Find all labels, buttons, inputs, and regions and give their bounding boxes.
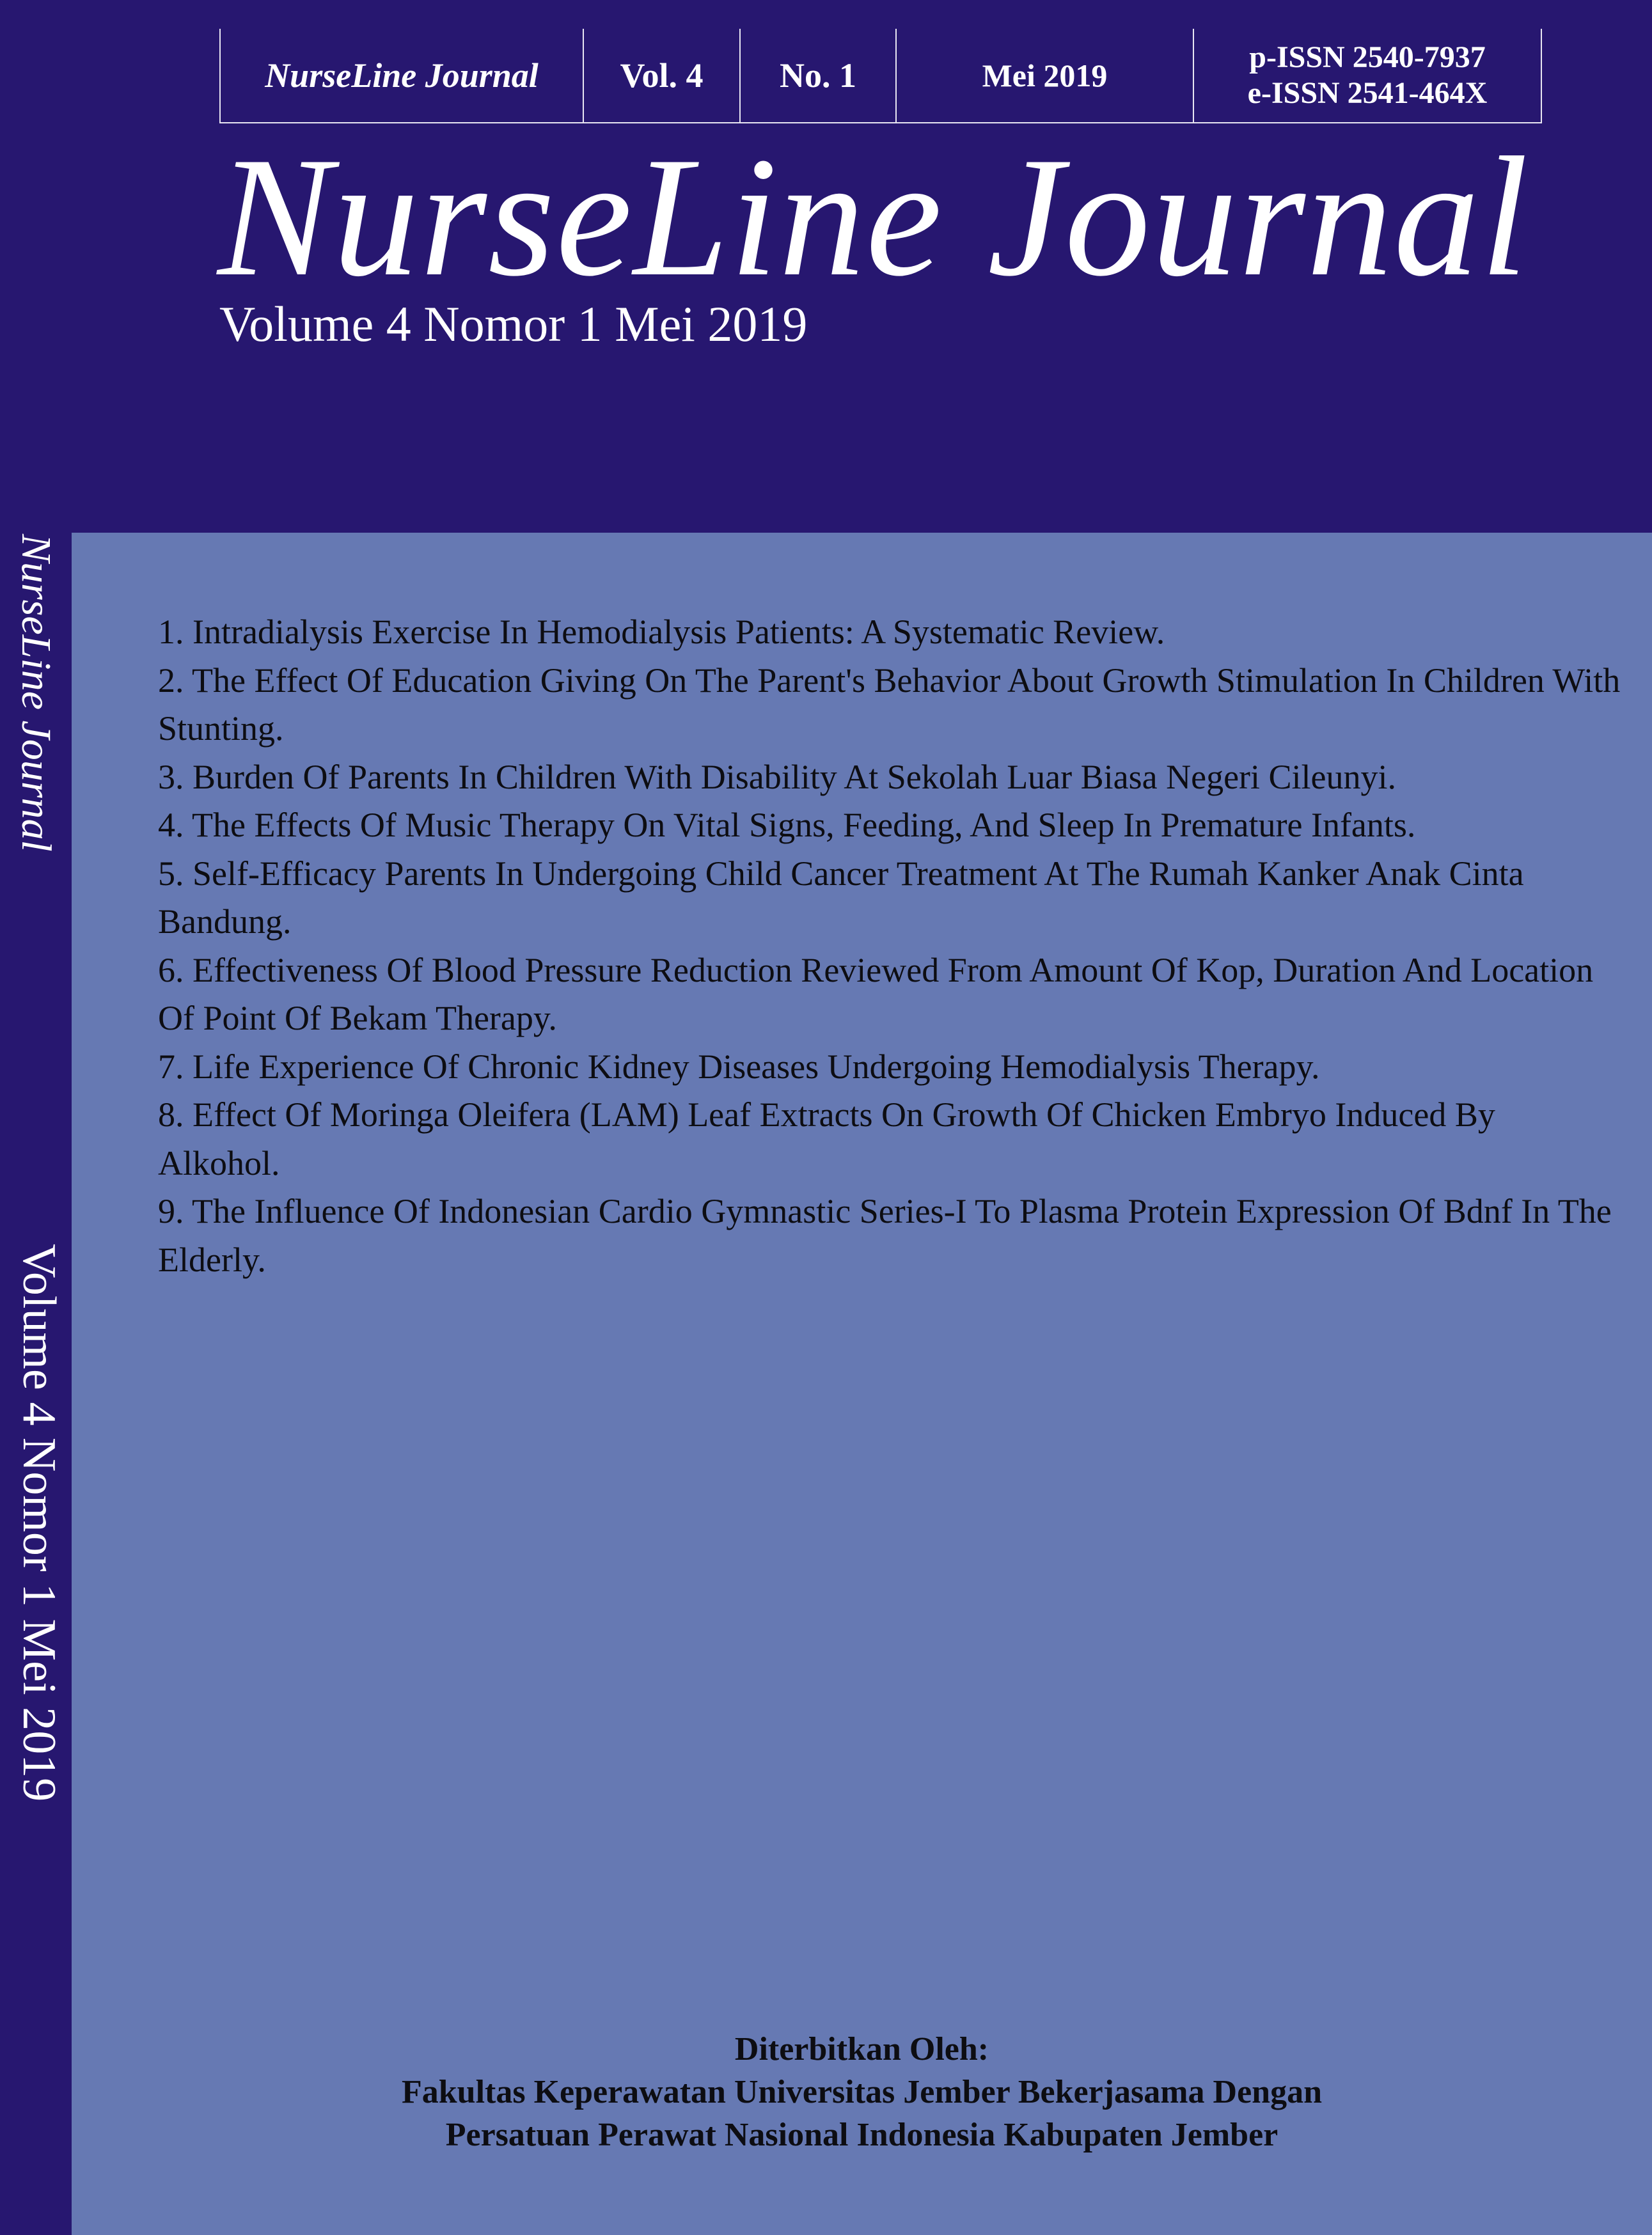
content-panel [72,533,1652,2235]
publisher-line-2: Persatuan Perawat Nasional Indonesia Kabupaten Jember [445,2117,1278,2153]
header-issn [1194,29,1541,122]
spine-volume: Volume 4 Nomor 1 Mei 2019 [13,1244,65,1802]
header-volume: Vol. 4 [584,29,741,122]
article-item: 4. The Effects Of Music Therapy On Vital Signs, Feeding, And Sleep In Premature Infants. [158,806,1416,844]
issue-subtitle: Volume 4 Nomor 1 Mei 2019 [219,296,808,352]
publisher-line-1: Fakultas Keperawatan Universitas Jember Bekerjasama Dengan [401,2074,1323,2110]
article-item: 8. Effect Of Moringa Oleifera (LAM) Leaf Extracts On Growth Of Chicken Embryo Induced By Alkohol. [158,1095,1495,1182]
p-issn: p-ISSN 2540-7937 [1249,40,1486,74]
article-item: 2. The Effect Of Education Giving On The Parent's Behavior About Growth Stimulation In Children With Stunting. [158,661,1621,748]
article-item: 1. Intradialysis Exercise In Hemodialysis Patients: A Systematic Review. [158,613,1165,651]
article-list [158,608,1623,1284]
article-item: 9. The Influence Of Indonesian Cardio Gymnastic Series-I To Plasma Protein Expression Of Bdnf In The Elderly. [158,1192,1612,1279]
journal-title: NurseLine Journal [217,122,1530,311]
e-issn: e-ISSN 2541-464X [1247,76,1488,110]
publisher-block [72,2028,1652,2156]
article-item: 5. Self-Efficacy Parents In Undergoing Child Cancer Treatment At The Rumah Kanker Anak Cinta Bandung. [158,854,1524,941]
article-item: 3. Burden Of Parents In Children With Disability At Sekolah Luar Biasa Negeri Cileunyi. [158,757,1397,796]
spine [0,0,72,2235]
header-journal-name: NurseLine Journal [221,29,584,122]
header-info-box [219,29,1542,123]
header-date: Mei 2019 [897,29,1194,122]
article-item: 6. Effectiveness Of Blood Pressure Reduction Reviewed From Amount Of Kop, Duration And Location Of Point Of Bekam Therapy. [158,950,1594,1037]
header-number: No. 1 [741,29,897,122]
spine-title: NurseLine Journal [13,534,59,852]
publisher-label: Diterbitkan Oleh: [734,2031,989,2067]
article-item: 7. Life Experience Of Chronic Kidney Diseases Undergoing Hemodialysis Therapy. [158,1047,1320,1086]
